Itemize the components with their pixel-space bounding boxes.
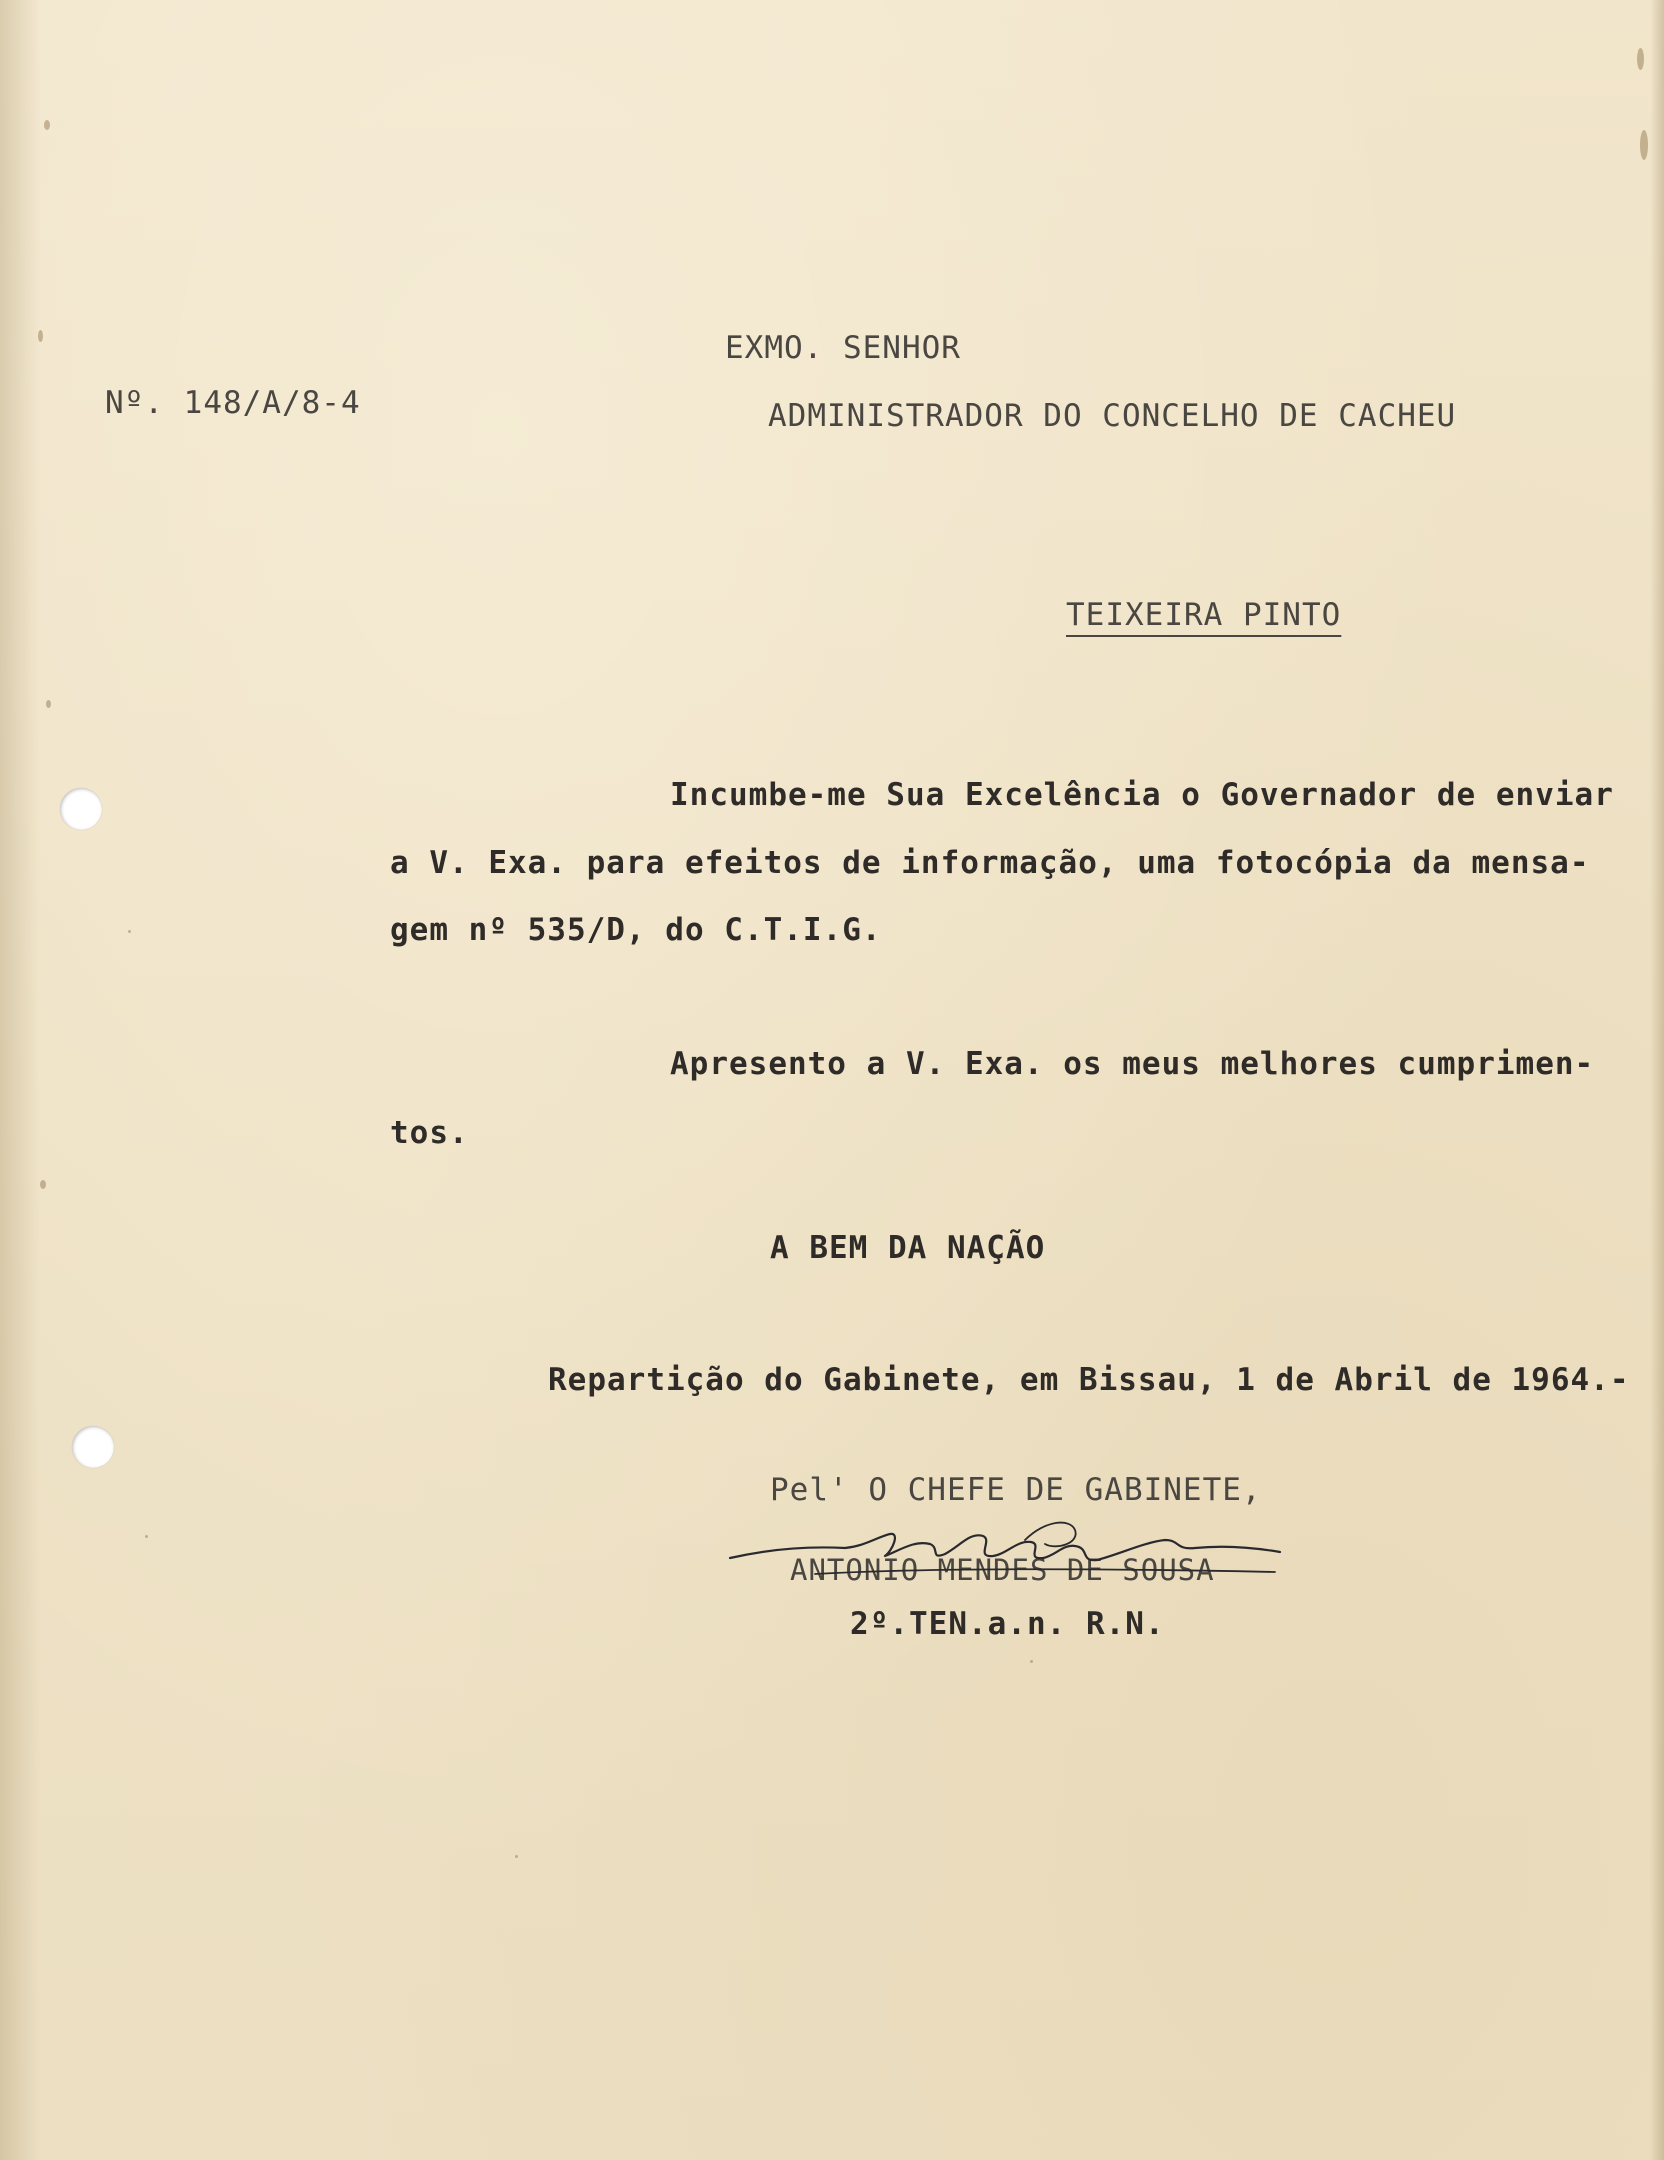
reference-number: Nº. 148/A/8-4 <box>105 385 361 421</box>
addressee-salutation: EXMO. SENHOR <box>725 330 961 366</box>
paper-right-edge <box>1650 0 1664 2160</box>
paper-speck <box>1637 48 1644 70</box>
body-line: gem nº 535/D, do C.T.I.G. <box>390 912 882 948</box>
paper-speck <box>38 330 43 342</box>
punch-hole <box>72 1426 114 1468</box>
closing-line: Apresento a V. Exa. os meus melhores cumprimen- <box>670 1046 1595 1082</box>
paper-speck <box>44 120 50 130</box>
paper-left-edge <box>0 0 40 2160</box>
signatory-title: Pel' O CHEFE DE GABINETE, <box>770 1472 1262 1508</box>
paper-speck <box>46 700 51 708</box>
handwritten-signature <box>725 1510 1285 1600</box>
motto: A BEM DA NAÇÃO <box>770 1230 1046 1266</box>
paper-speck <box>145 1535 148 1538</box>
body-line: a V. Exa. para efeitos de informação, uma fotocópia da mensa- <box>390 845 1590 881</box>
paper-speck <box>128 930 131 933</box>
paper-speck <box>1640 130 1648 160</box>
body-line: Incumbe-me Sua Excelência o Governador de enviar <box>670 777 1614 813</box>
addressee-title: ADMINISTRADOR DO CONCELHO DE CACHEU <box>768 398 1457 434</box>
paper-speck <box>515 1855 518 1858</box>
addressee-place: TEIXEIRA PINTO <box>1066 597 1342 633</box>
signatory-rank: 2º.TEN.a.n. R.N. <box>850 1606 1165 1642</box>
paper-speck <box>40 1180 46 1189</box>
dateline: Repartição do Gabinete, em Bissau, 1 de Abril de 1964.- <box>548 1362 1630 1398</box>
signatory-name: ANTONIO MENDES DE SOUSA <box>790 1553 1215 1587</box>
paper-speck <box>1030 1660 1033 1663</box>
closing-line: tos. <box>390 1115 469 1151</box>
punch-hole <box>60 788 102 830</box>
